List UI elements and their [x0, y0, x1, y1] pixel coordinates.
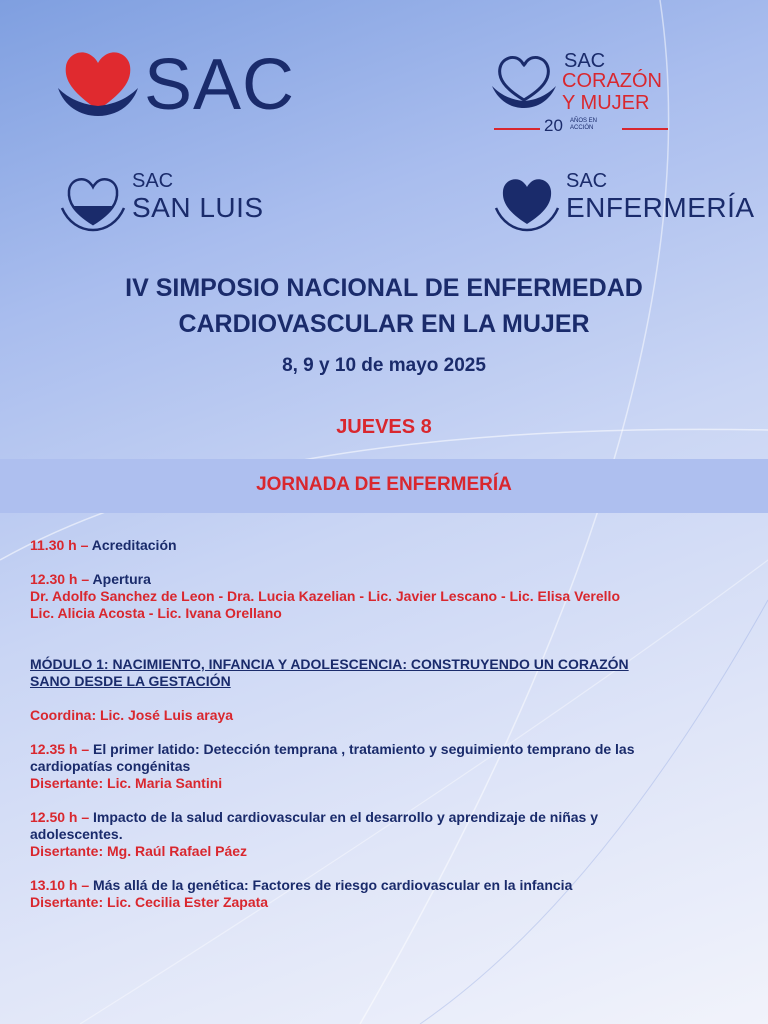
sac-enfermeria-logo	[494, 170, 755, 232]
item-time: 12.30 h –	[30, 571, 93, 587]
sac-san-luis-logo	[60, 170, 280, 232]
item-title: El primer latido: Detección temprana , tratamiento y seguimiento temprano de las	[93, 741, 635, 757]
program-list	[30, 537, 730, 911]
item-time: 11.30 h –	[30, 537, 92, 553]
event-dates: 8, 9 y 10 de mayo 2025	[282, 355, 486, 376]
talk-speaker: Disertante: Lic. Cecilia Ester Zapata	[30, 894, 269, 910]
talk-title-line2: cardiopatías congénitas	[30, 758, 191, 774]
item-title: Impacto de la salud cardiovascular en el desarrollo y aprendizaje de niñas y	[93, 809, 599, 825]
item-title: Más allá de la genética: Factores de riesgo cardiovascular en la infancia	[93, 877, 573, 893]
sac-logo	[58, 45, 298, 125]
session-band	[0, 459, 768, 513]
apertura-people-line2: Lic. Alicia Acosta - Lic. Ivana Orellano	[30, 605, 282, 621]
module-title-line1: MÓDULO 1: NACIMIENTO, INFANCIA Y ADOLESCENCIA: CONSTRUYENDO UN CORAZÓN	[30, 656, 629, 672]
enfermeria-logo-sac: SAC	[566, 170, 608, 192]
program-item-acreditacion	[30, 537, 730, 554]
apertura-people-line1: Dr. Adolfo Sanchez de Leon - Dra. Lucia Kazelian - Lic. Javier Lescano - Lic. Elisa Verello	[30, 588, 620, 604]
talk-title-line2: adolescentes.	[30, 826, 123, 842]
heart-filled-icon	[494, 172, 560, 232]
talk-speaker: Disertante: Mg. Raúl Rafael Páez	[30, 843, 248, 859]
san-luis-logo-name: SAN LUIS	[132, 192, 264, 223]
item-time: 13.10 h –	[30, 877, 94, 893]
corazon-logo-divider-right	[622, 128, 668, 130]
corazon-logo-sac: SAC	[564, 50, 606, 72]
enfermeria-logo-name: ENFERMERÍA	[566, 192, 755, 223]
san-luis-logo-sac: SAC	[132, 170, 174, 192]
item-time: 12.50 h –	[30, 809, 94, 825]
program-item-apertura	[30, 571, 730, 588]
talk-item	[30, 877, 730, 894]
session-band-label: JORNADA DE ENFERMERÍA	[256, 474, 512, 495]
corazon-logo-years: 20	[544, 116, 563, 135]
event-title-line1: IV SIMPOSIO NACIONAL DE ENFERMEDAD	[125, 274, 643, 302]
item-title: Apertura	[92, 571, 151, 587]
heart-half-icon	[60, 172, 126, 232]
item-title: Acreditación	[91, 537, 177, 553]
module-coordinator: Coordina: Lic. José Luis araya	[30, 707, 234, 723]
corazon-logo-years-caption: AÑOS EN ACCIÓN	[570, 118, 598, 131]
sac-corazon-mujer-logo	[490, 50, 690, 140]
corazon-logo-line1: CORAZÓN	[562, 70, 662, 92]
heart-hands-icon	[58, 48, 138, 120]
corazon-logo-line2: Y MUJER	[562, 92, 650, 114]
talk-speaker: Disertante: Lic. Maria Santini	[30, 775, 223, 791]
event-title-line2: CARDIOVASCULAR EN LA MUJER	[178, 310, 590, 338]
heart-outline-icon	[490, 52, 558, 112]
item-time: 12.35 h –	[30, 741, 94, 757]
talk-item	[30, 741, 730, 758]
talk-item	[30, 809, 730, 826]
sac-logo-text: SAC	[144, 45, 296, 125]
corazon-logo-divider-left	[494, 128, 540, 130]
day-heading: JUEVES 8	[336, 416, 432, 438]
module-title-line2: SANO DESDE LA GESTACIÓN	[30, 673, 231, 689]
